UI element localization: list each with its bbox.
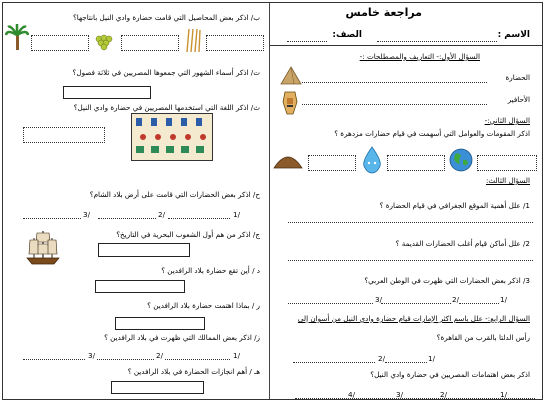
grapes-icon	[93, 31, 115, 53]
term-fossils: الأحافير	[507, 95, 530, 104]
name-line[interactable]	[377, 41, 497, 42]
section4-heading: السؤال الرابع:- علل باسم اكثر الإمارات قيام حضارة وادي النيل من أسوان إلى	[297, 314, 530, 323]
s3-question-2: 2/ علل أماكن قيام أغلب الحضارات القديمة ؟	[395, 239, 530, 248]
s3-num-2: 2/	[452, 295, 459, 304]
question-j: ج/ اذكر من هم أول الشعوب البحرية في التاريخ؟	[116, 230, 260, 239]
section4-heading-2: رأس الدلتا بالقرب من القاهرة؟	[436, 333, 530, 342]
section3-heading: السؤال الثالث:	[485, 176, 530, 185]
h-num-2: 2/	[158, 210, 165, 219]
h-line-b[interactable]	[98, 218, 156, 219]
crop-answer-box-1[interactable]	[31, 35, 89, 51]
class-line[interactable]	[287, 41, 327, 42]
s3-line-a[interactable]	[459, 303, 499, 304]
hieroglyph-icon	[131, 113, 213, 161]
sea-peoples-answer-box[interactable]	[98, 243, 190, 257]
question-t: ت/ اذكر أسماء الشهور التي جمعوها المصريين في ثلاثة فصول؟	[72, 68, 260, 77]
section2-heading: السؤال الثاني:-	[484, 116, 530, 125]
s3-num-3: 3/	[375, 295, 382, 304]
answer-box-3[interactable]	[477, 155, 537, 171]
s4-question: اذكر بعض اهتمامات المصريين في حضارة وادي النيل؟	[370, 370, 530, 379]
s4-line-c[interactable]	[295, 398, 535, 399]
z-num-3: 3/	[88, 351, 95, 360]
language-answer-box[interactable]	[23, 127, 105, 143]
h-line-a[interactable]	[168, 218, 230, 219]
s4-num-2b: 2/	[440, 390, 447, 399]
answer-line-fossils[interactable]	[302, 104, 487, 105]
s4-num-3b: 3/	[396, 390, 403, 399]
crop-answer-box-2[interactable]	[121, 35, 179, 51]
question-z: ز/ اذكر بعض الممالك التي ظهرت في بلاد الرافدين ؟	[104, 333, 260, 342]
question-th: ث/ اذكر اللغة التي استخدمها المصريين في حضارة وادي النيل؟	[73, 103, 260, 112]
water-drop-icon	[361, 146, 383, 174]
name-label: الاسم :	[497, 30, 530, 40]
class-label: الصف:	[332, 30, 362, 40]
ship-icon	[23, 228, 63, 266]
z-num-2: 2/	[156, 351, 163, 360]
answer-box-1[interactable]	[308, 155, 356, 171]
s3-line-b[interactable]	[381, 303, 451, 304]
globe-icon	[449, 148, 473, 172]
pyramid-icon	[280, 65, 302, 85]
h-num-3: 3/	[83, 210, 90, 219]
section2-prompt: اذكر المقومات والعوامل التي أسهمت في قيام حضارات مزدهرة ؟	[334, 129, 530, 138]
question-d: د / أين تقع حضارة بلاد الرافدين ؟	[161, 266, 260, 275]
s4-line-b[interactable]	[293, 362, 375, 363]
achievements-answer-box[interactable]	[111, 381, 204, 394]
question-h2: هـ / أهم انجازات الحضارة في بلاد الرافدين ؟	[127, 367, 260, 376]
s3-num-1: 1/	[500, 295, 507, 304]
h-line-c[interactable]	[23, 218, 81, 219]
soil-icon	[273, 148, 303, 170]
z-num-1: 1/	[233, 351, 240, 360]
section1-heading: السؤال الأول:- التعاريف والمصطلحات :-	[359, 52, 480, 61]
crop-answer-box-3[interactable]	[206, 35, 264, 51]
column-divider	[269, 3, 270, 399]
question-b: ب/ اذكر بعض المحاصيل التي قامت حضارة وادي النيل بانتاجها؟	[72, 13, 260, 22]
s4-num-4b: 4/	[348, 390, 355, 399]
s3-question-3: 3/ اذكر بعض الحضارات التي ظهرت في الوطن العربي؟	[364, 276, 530, 285]
s4-num-1b: 1/	[500, 390, 507, 399]
answer-line-civilization[interactable]	[302, 82, 487, 83]
wheat-icon	[183, 27, 203, 53]
s4-num-1: 1/	[428, 354, 435, 363]
worksheet-title: مراجعة خامس	[345, 6, 422, 19]
pharaoh-icon	[279, 90, 301, 116]
answer-box-2[interactable]	[387, 155, 445, 171]
months-answer-box[interactable]	[63, 86, 151, 99]
question-r: ر / بماذا اهتمت حضارة بلاد الرافدين ؟	[147, 301, 260, 310]
s4-line-a[interactable]	[385, 362, 427, 363]
s3-answer-line-1[interactable]	[288, 222, 533, 223]
mesopotamia-location-box[interactable]	[95, 280, 185, 293]
z-line-c[interactable]	[23, 359, 85, 360]
s4-num-2: 2/	[378, 354, 385, 363]
z-line-b[interactable]	[97, 359, 154, 360]
worksheet	[2, 2, 543, 400]
mesopotamia-interest-box[interactable]	[115, 317, 205, 330]
h-num-1: 1/	[233, 210, 240, 219]
term-civilization: الحضارة	[505, 73, 530, 82]
palm-icon	[5, 23, 29, 51]
z-line-a[interactable]	[165, 359, 230, 360]
question-h: ح/ اذكر بعض الحضارات التي قامت على أرض بلاد الشام؟	[89, 190, 260, 199]
header-rule	[270, 45, 542, 46]
s3-answer-line-2[interactable]	[288, 260, 533, 261]
s3-question-1: 1/ علل أهمية الموقع الجغرافي في قيام الحضارة ؟	[379, 201, 530, 210]
s3-line-c[interactable]	[288, 303, 373, 304]
